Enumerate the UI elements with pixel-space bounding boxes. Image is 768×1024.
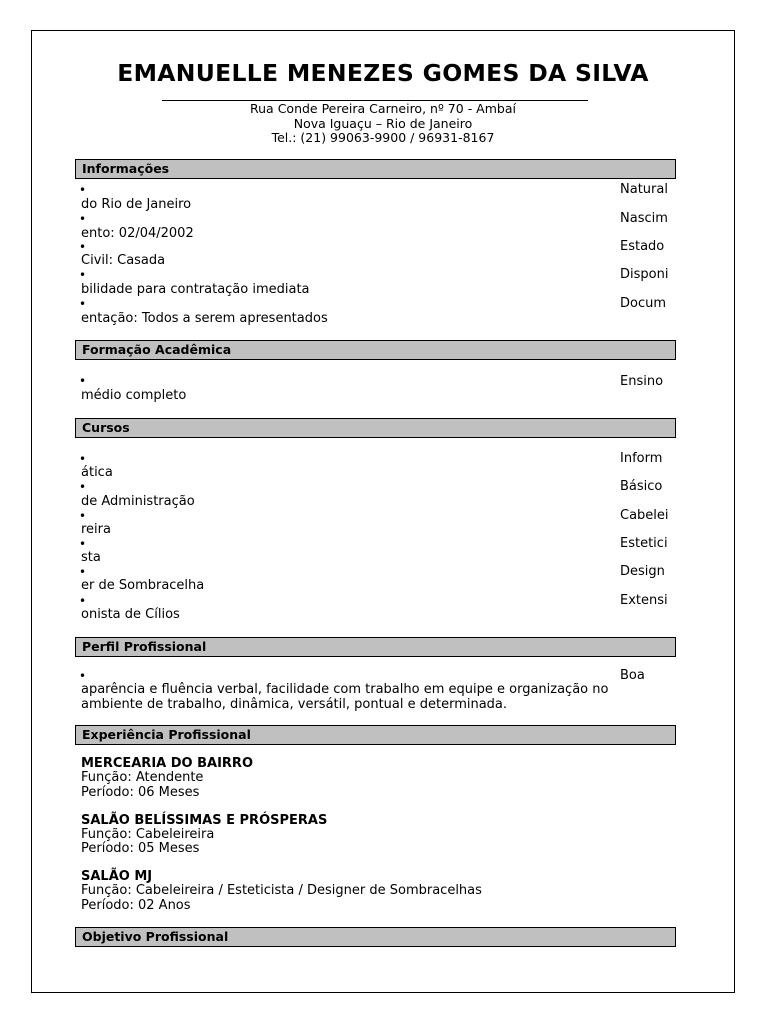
candidate-name: EMANUELLE MENEZES GOMES DA SILVA [117, 59, 649, 87]
bullet: • [79, 183, 87, 197]
list-item-text: médio completo [81, 388, 187, 403]
job-period: Período: 02 Anos [81, 898, 191, 913]
list-item-word: Ensino [620, 374, 664, 389]
list-item-text: ento: 02/04/2002 [81, 226, 194, 241]
list-item-text: Civil: Casada [81, 253, 166, 268]
section-header-education: Formação Acadêmica [75, 340, 676, 360]
list-item-text: er de Sombracelha [81, 578, 205, 593]
profile-first-word: Boa [620, 668, 645, 683]
section-header-courses: Cursos [75, 418, 676, 438]
list-item-text: ática [81, 465, 113, 480]
list-item-word: Cabelei [620, 508, 669, 523]
list-item-word: Docum [620, 296, 667, 311]
bullet: • [79, 537, 87, 551]
list-item-word: Inform [620, 451, 663, 466]
list-item-word: Disponi [620, 267, 669, 282]
bullet: • [79, 374, 87, 388]
bullet: • [79, 297, 87, 311]
job-company: SALÃO BELÍSSIMAS E PRÓSPERAS [81, 813, 328, 828]
bullet: • [79, 480, 87, 494]
job-period: Período: 06 Meses [81, 785, 200, 800]
bullet: • [79, 509, 87, 523]
resume-page [31, 30, 735, 993]
profile-text-line-2: ambiente de trabalho, dinâmica, versátil, pontual e determinada. [81, 697, 508, 712]
section-header-experience: Experiência Profissional [75, 725, 676, 745]
job-company: MERCEARIA DO BAIRRO [81, 756, 253, 771]
profile-text-line-1: aparência e fluência verbal, facilidade com trabalho em equipe e organização no [81, 682, 609, 697]
job-role: Função: Cabeleireira [81, 827, 215, 842]
job-period: Período: 05 Meses [81, 841, 200, 856]
list-item-word: Extensi [620, 593, 668, 608]
section-header-objective: Objetivo Profissional [75, 927, 676, 947]
list-item-word: Nascim [620, 211, 668, 226]
list-item-word: Natural [620, 182, 668, 197]
list-item-text: bilidade para contratação imediata [81, 282, 310, 297]
contact-city: Nova Iguaçu – Rio de Janeiro [293, 116, 473, 131]
contact-address: Rua Conde Pereira Carneiro, nº 70 - Ambaí [250, 101, 516, 116]
list-item-text: de Administração [81, 494, 195, 509]
job-role: Função: Atendente [81, 770, 204, 785]
list-item-text: onista de Cílios [81, 607, 180, 622]
list-item-word: Design [620, 564, 665, 579]
bullet: • [79, 669, 87, 683]
list-item-word: Estado [620, 239, 665, 254]
contact-phone: Tel.: (21) 99063-9900 / 96931-8167 [271, 130, 495, 145]
bullet: • [79, 212, 87, 226]
list-item-word: Estetici [620, 536, 668, 551]
list-item-word: Básico [620, 479, 663, 494]
list-item-text: sta [81, 550, 101, 565]
bullet: • [79, 565, 87, 579]
list-item-text: do Rio de Janeiro [81, 197, 192, 212]
bullet: • [79, 594, 87, 608]
bullet: • [79, 452, 87, 466]
job-role: Função: Cabeleireira / Esteticista / Designer de Sombracelhas [81, 883, 482, 898]
bullet: • [79, 240, 87, 254]
section-header-info: Informações [75, 159, 676, 179]
section-header-profile: Perfil Profissional [75, 637, 676, 657]
job-company: SALÃO MJ [81, 869, 153, 884]
list-item-text: reira [81, 522, 111, 537]
list-item-text: entação: Todos a serem apresentados [81, 311, 328, 326]
bullet: • [79, 268, 87, 282]
